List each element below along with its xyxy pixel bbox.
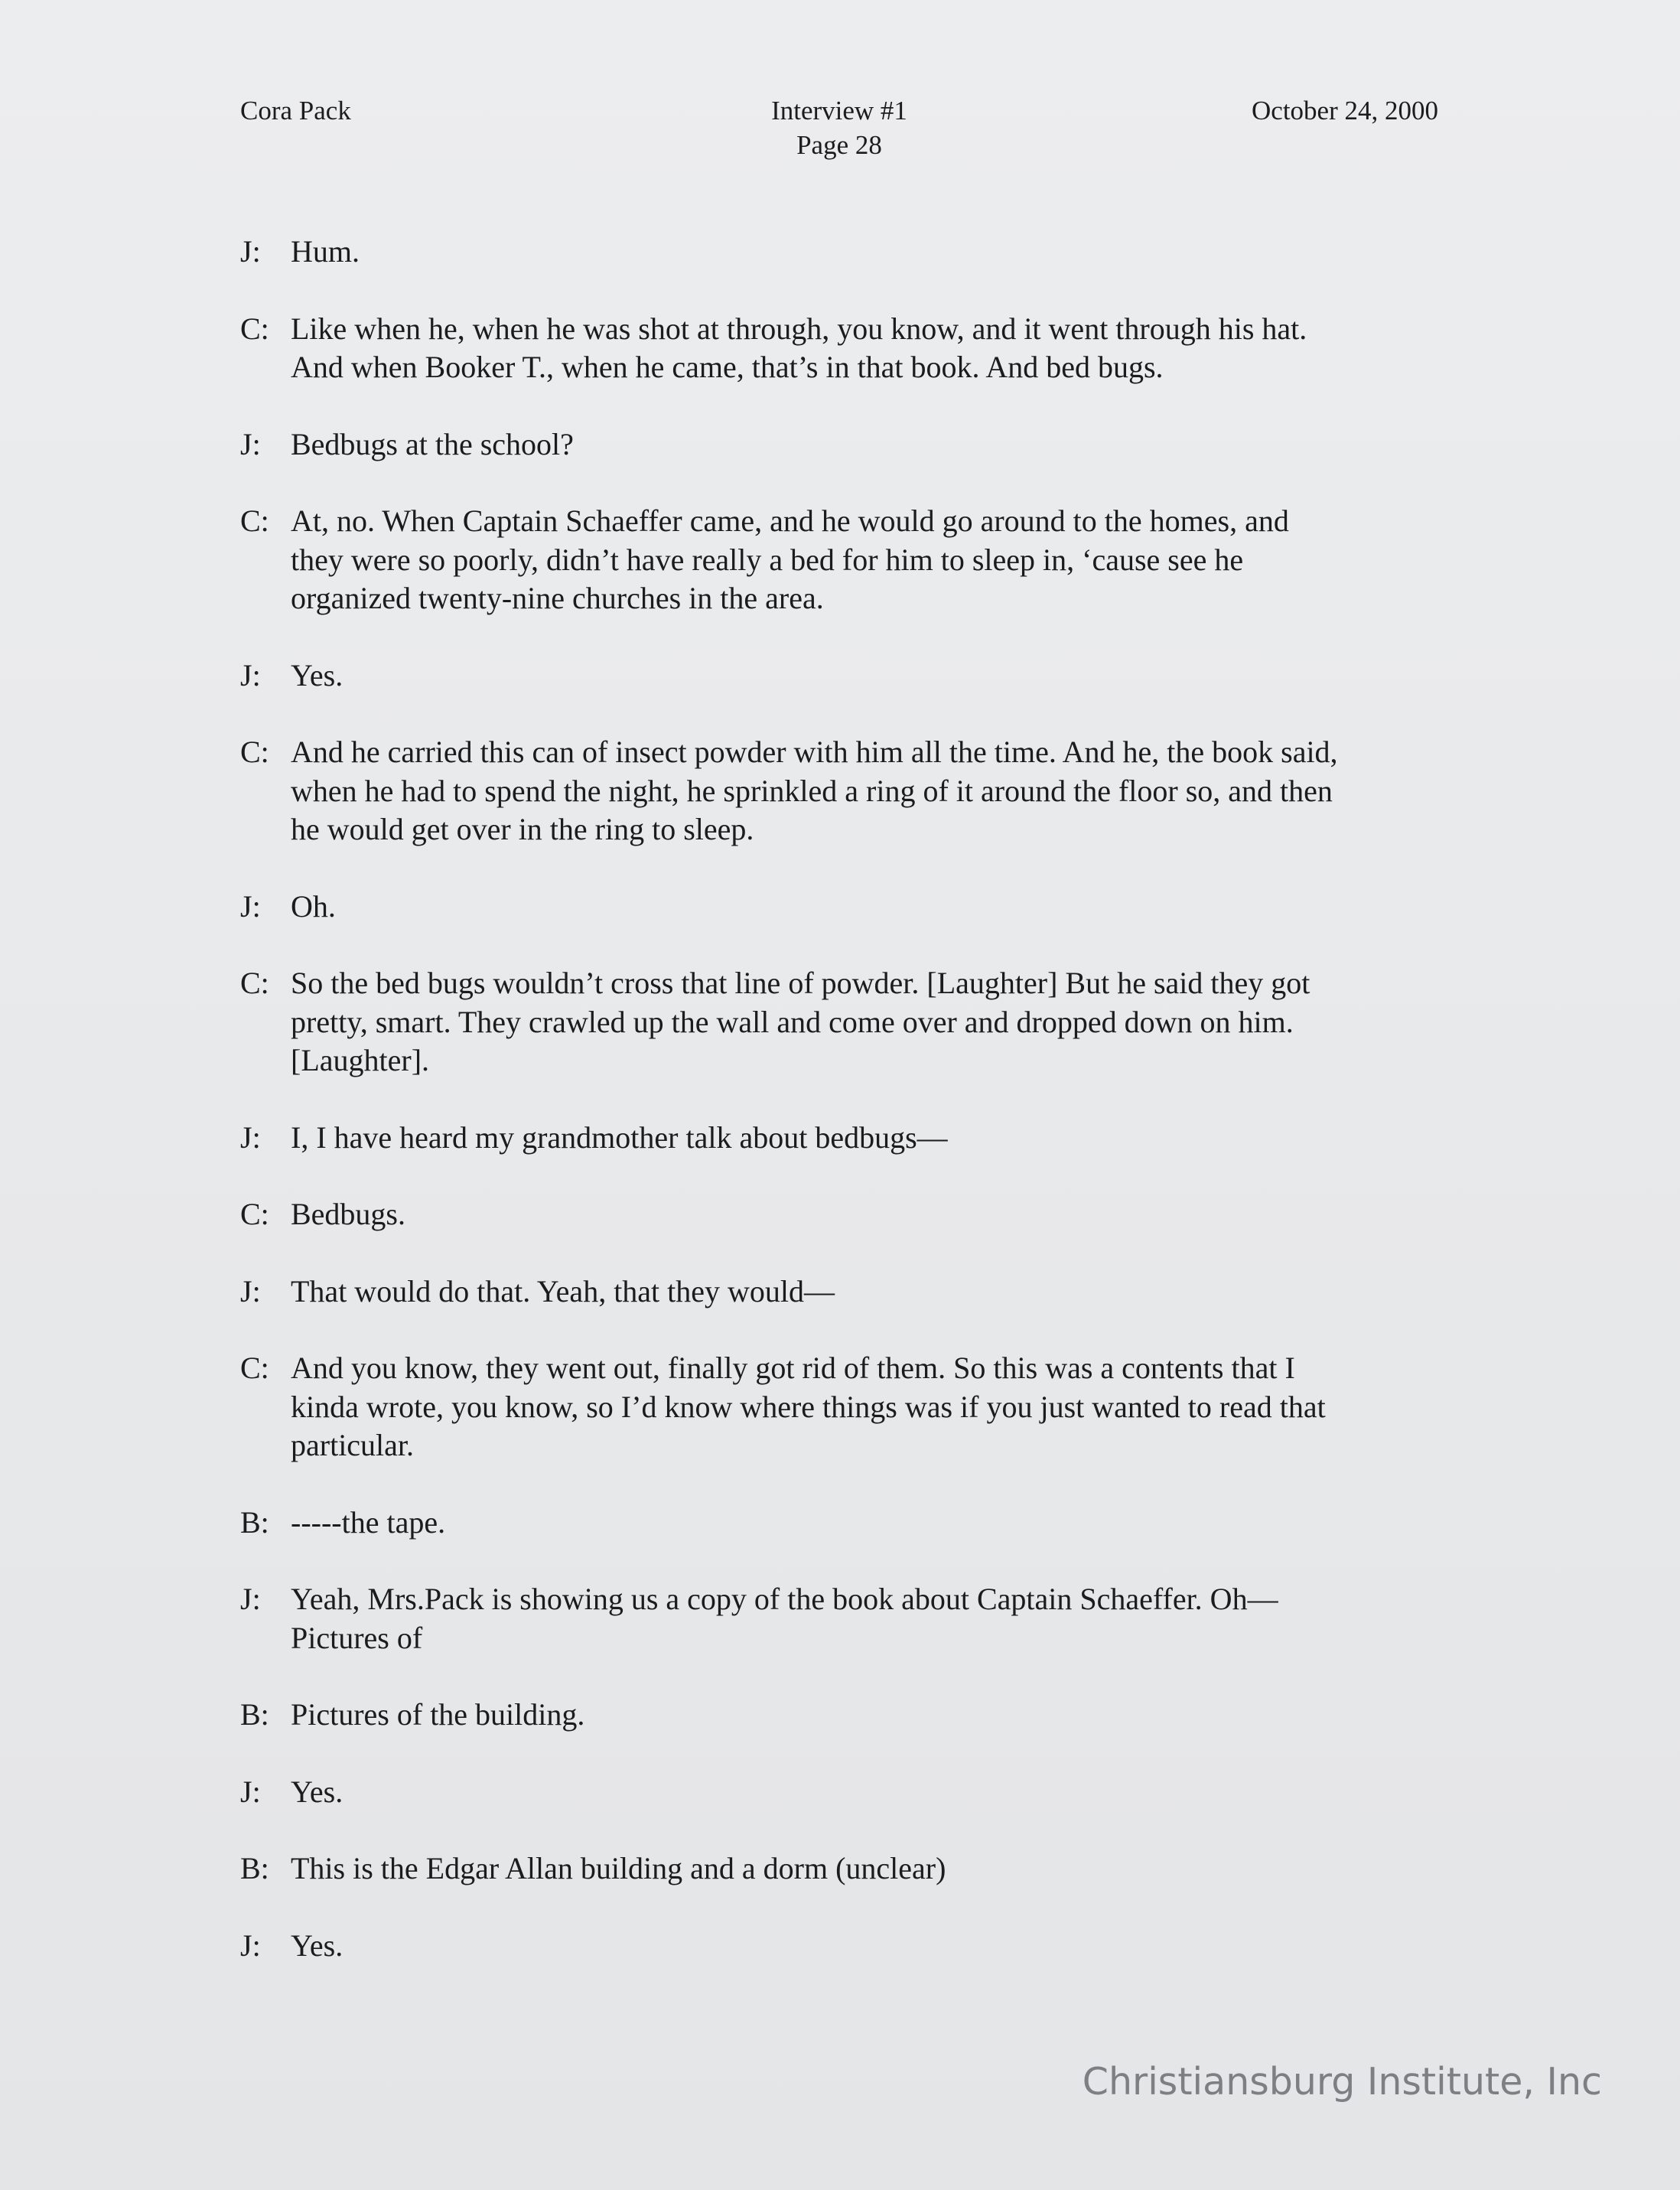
speaker-label: B: [240, 1851, 269, 1885]
transcript-entry [240, 733, 1464, 849]
page-header [240, 93, 1438, 162]
utterance-text: -----the tape. [291, 1504, 446, 1540]
transcript-entry [240, 888, 1464, 927]
speaker-label: J: [240, 234, 261, 269]
speaker-label: J: [240, 426, 261, 461]
speaker-label: J: [240, 1119, 261, 1155]
utterance-text: Yeah, Mrs.Pack is showing us a copy of the book about Captain Schaeffer. Oh— Pictures of [291, 1582, 1278, 1655]
utterance-text: Hum. [291, 234, 360, 269]
utterance-text: That would do that. Yeah, that they would— [291, 1273, 835, 1308]
watermark: Christiansburg Institute, Inc [1082, 2060, 1602, 2104]
utterance-text: So the bed bugs wouldn’t cross that line of powder. [Laughter] But he said they got pretty, smart. They crawled up the wall and come over and dropped down on him. [Laughter]. [291, 966, 1310, 1077]
speaker-label: B: [240, 1504, 269, 1540]
transcript-entry [240, 1580, 1464, 1657]
utterance-text: Bedbugs at the school? [291, 426, 574, 461]
utterance-text: Pictures of the building. [291, 1697, 585, 1732]
speaker-label: J: [240, 1582, 261, 1616]
utterance-text: Yes. [291, 1774, 343, 1809]
transcript-entry [240, 1773, 1464, 1812]
utterance-text: Yes. [291, 1928, 343, 1963]
speaker-label: C: [240, 311, 269, 346]
speaker-label: C: [240, 1351, 269, 1385]
transcript-entry [240, 310, 1464, 387]
transcript-entry [240, 1927, 1464, 1966]
transcript-entry [240, 1119, 1464, 1158]
utterance-text: Bedbugs. [291, 1197, 405, 1231]
transcript [240, 233, 1464, 2003]
transcript-entry [240, 1849, 1464, 1889]
speaker-label: B: [240, 1697, 269, 1732]
transcript-entry [240, 1504, 1464, 1543]
transcript-entry [240, 657, 1464, 696]
transcript-entry [240, 1273, 1464, 1312]
interview-number: Interview #1 [771, 96, 907, 125]
utterance-text: I, I have heard my grandmother talk about bedbugs— [291, 1119, 948, 1155]
utterance-text: Oh. [291, 888, 336, 924]
interview-date: October 24, 2000 [1252, 96, 1438, 125]
page-number: Page 28 [796, 130, 882, 160]
speaker-label: C: [240, 1197, 269, 1231]
utterance-text: This is the Edgar Allan building and a dorm (unclear) [291, 1851, 946, 1885]
utterance-text: And he carried this can of insect powder with him all the time. And he, the book said, when he had to spend the night, he sprinkled a ring of it around the floor so, and then he would get over in the ring to sleep. [291, 735, 1338, 846]
transcript-entry [240, 1195, 1464, 1234]
utterance-text: Like when he, when he was shot at through, you know, and it went through his hat. And when Booker T., when he came, that’s in that book. And bed bugs. [291, 311, 1307, 384]
transcript-entry [240, 1349, 1464, 1465]
narrator-name: Cora Pack [240, 96, 351, 125]
transcript-entry [240, 502, 1464, 618]
transcript-entry [240, 964, 1464, 1080]
transcript-entry [240, 425, 1464, 464]
speaker-label: J: [240, 1273, 261, 1308]
speaker-label: J: [240, 888, 261, 924]
utterance-text: Yes. [291, 657, 343, 693]
speaker-label: J: [240, 1928, 261, 1963]
speaker-label: C: [240, 504, 269, 538]
transcript-entry [240, 1696, 1464, 1735]
speaker-label: C: [240, 735, 269, 769]
utterance-text: And you know, they went out, finally got rid of them. So this was a contents that I kinda wrote, you know, so I’d know where things was if you just wanted to read that particular. [291, 1351, 1326, 1462]
transcript-entry [240, 233, 1464, 272]
speaker-label: C: [240, 966, 269, 1000]
speaker-label: J: [240, 657, 261, 693]
speaker-label: J: [240, 1774, 261, 1809]
utterance-text: At, no. When Captain Schaeffer came, and he would go around to the homes, and they were so poorly, didn’t have really a bed for him to sleep in, ‘cause see he organized twenty-nine churches in the area. [291, 504, 1289, 615]
